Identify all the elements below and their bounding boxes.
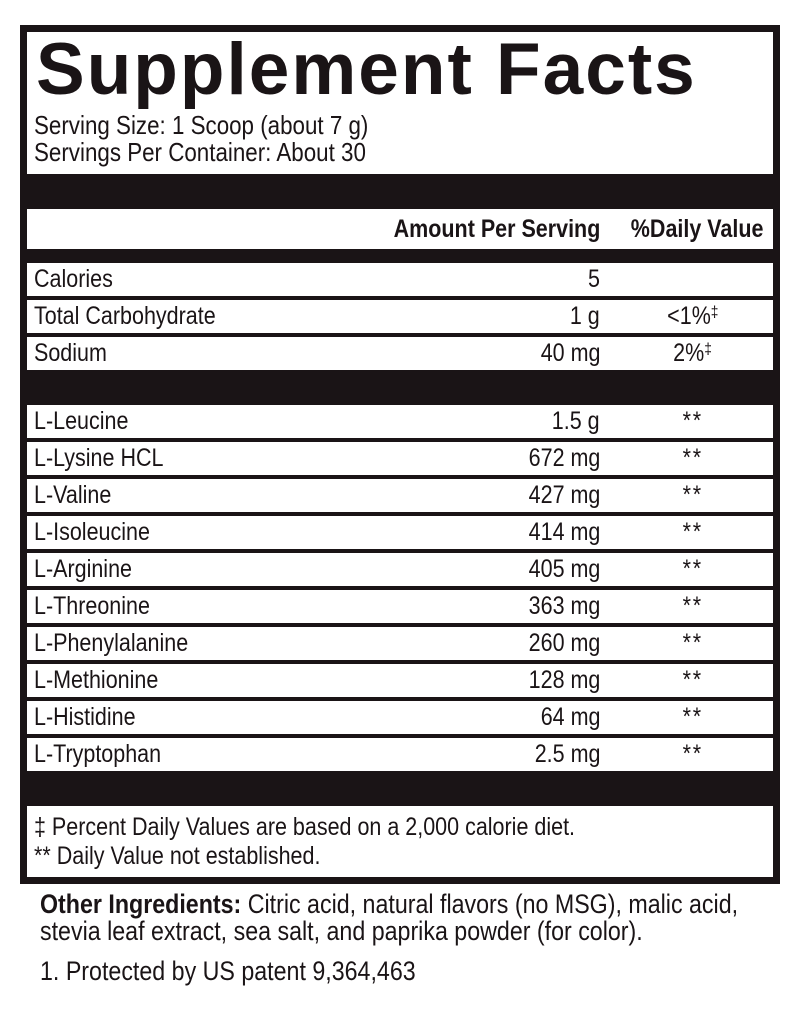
table-row-l-tryptophan bbox=[27, 738, 773, 771]
nutrient-name: L-Isoleucine bbox=[34, 518, 150, 546]
table-row-l-lysine-hcl bbox=[27, 442, 773, 479]
table-row-l-arginine bbox=[27, 553, 773, 590]
section-divider-bar bbox=[27, 771, 773, 806]
nutrient-daily-value: ** bbox=[682, 444, 704, 472]
nutrient-name: L-Histidine bbox=[34, 703, 136, 731]
nutrient-daily-value: ** bbox=[682, 703, 704, 731]
amount-per-serving-header: Amount Per Serving bbox=[393, 215, 600, 243]
nutrient-daily-value: ** bbox=[682, 740, 704, 768]
table-row-l-methionine bbox=[27, 664, 773, 701]
nutrient-name: Sodium bbox=[34, 339, 107, 367]
nutrient-amount: 2.5 mg bbox=[534, 740, 600, 768]
nutrient-daily-value bbox=[620, 263, 766, 296]
footnotes bbox=[27, 806, 773, 877]
nutrient-amount: 672 mg bbox=[528, 444, 600, 472]
nutrient-daily-value: ** bbox=[682, 629, 704, 657]
servings-per-container: Servings Per Container: About 30 bbox=[34, 137, 366, 167]
table-row-l-isoleucine bbox=[27, 516, 773, 553]
nutrient-name: L-Valine bbox=[34, 481, 112, 509]
supplement-facts-panel bbox=[20, 25, 780, 884]
nutrient-daily-value: ** bbox=[682, 666, 704, 694]
nutrient-name: L-Leucine bbox=[34, 407, 129, 435]
nutrient-amount: 1 g bbox=[570, 302, 600, 330]
facts-title: Supplement Facts bbox=[36, 29, 697, 110]
nutrient-amount: 260 mg bbox=[528, 629, 600, 657]
table-row-l-phenylalanine bbox=[27, 627, 773, 664]
dagger-superscript: ‡ bbox=[704, 341, 713, 358]
other-ingredients bbox=[40, 891, 800, 945]
nutrient-name: Calories bbox=[34, 265, 113, 293]
nutrient-name: L-Arginine bbox=[34, 555, 132, 583]
serving-size: Serving Size: 1 Scoop (about 7 g) bbox=[34, 110, 369, 140]
nutrient-amount: 363 mg bbox=[528, 592, 600, 620]
nutrient-amount: 1.5 g bbox=[552, 407, 600, 435]
table-row-l-histidine bbox=[27, 701, 773, 738]
nutrient-name: L-Methionine bbox=[34, 666, 159, 694]
nutrient-name: L-Threonine bbox=[34, 592, 150, 620]
daily-value-header: %Daily Value bbox=[630, 215, 764, 243]
dagger-superscript: ‡ bbox=[710, 304, 719, 321]
table-row-l-leucine bbox=[27, 405, 773, 442]
section-divider-bar bbox=[27, 249, 773, 263]
nutrient-name: L-Phenylalanine bbox=[34, 629, 189, 657]
patent-note: 1. Protected by US patent 9,364,463 bbox=[40, 956, 416, 986]
nutrient-amount: 64 mg bbox=[540, 703, 600, 731]
nutrient-daily-value: ** bbox=[682, 407, 704, 435]
nutrient-amount: 128 mg bbox=[528, 666, 600, 694]
nutrient-amount: 405 mg bbox=[528, 555, 600, 583]
other-ingredients-line2: stevia leaf extract, sea salt, and paprika powder (for color). bbox=[40, 916, 643, 946]
nutrient-daily-value: 2%‡ bbox=[673, 339, 713, 367]
footnote-daily-value-basis: ‡ Percent Daily Values are based on a 2,000 calorie diet. bbox=[34, 813, 576, 841]
nutrient-amount: 427 mg bbox=[528, 481, 600, 509]
nutrient-daily-value: ** bbox=[682, 555, 704, 583]
nutrient-daily-value: ** bbox=[682, 481, 704, 509]
table-row-l-threonine bbox=[27, 590, 773, 627]
table-row-total-carbohydrate bbox=[27, 300, 773, 337]
nutrient-name: L-Lysine HCL bbox=[34, 444, 164, 472]
nutrient-amount: 5 bbox=[588, 265, 600, 293]
section-divider-bar bbox=[27, 174, 773, 209]
footnote-not-established: ** Daily Value not established. bbox=[34, 842, 321, 870]
table-row-calories bbox=[27, 263, 773, 300]
nutrient-amount: 414 mg bbox=[528, 518, 600, 546]
nutrient-name: Total Carbohydrate bbox=[34, 302, 216, 330]
table-header-row bbox=[27, 209, 773, 249]
other-ingredients-label: Other Ingredients: bbox=[40, 889, 242, 919]
other-ingredients-line1: Citric acid, natural flavors (no MSG), malic acid, bbox=[241, 889, 739, 919]
section-divider-bar bbox=[27, 370, 773, 405]
nutrient-daily-value: <1%‡ bbox=[667, 302, 719, 330]
nutrient-daily-value: ** bbox=[682, 592, 704, 620]
table-row-sodium bbox=[27, 337, 773, 370]
nutrient-amount: 40 mg bbox=[540, 339, 600, 367]
nutrient-daily-value: ** bbox=[682, 518, 704, 546]
nutrient-name: L-Tryptophan bbox=[34, 740, 162, 768]
table-row-l-valine bbox=[27, 479, 773, 516]
